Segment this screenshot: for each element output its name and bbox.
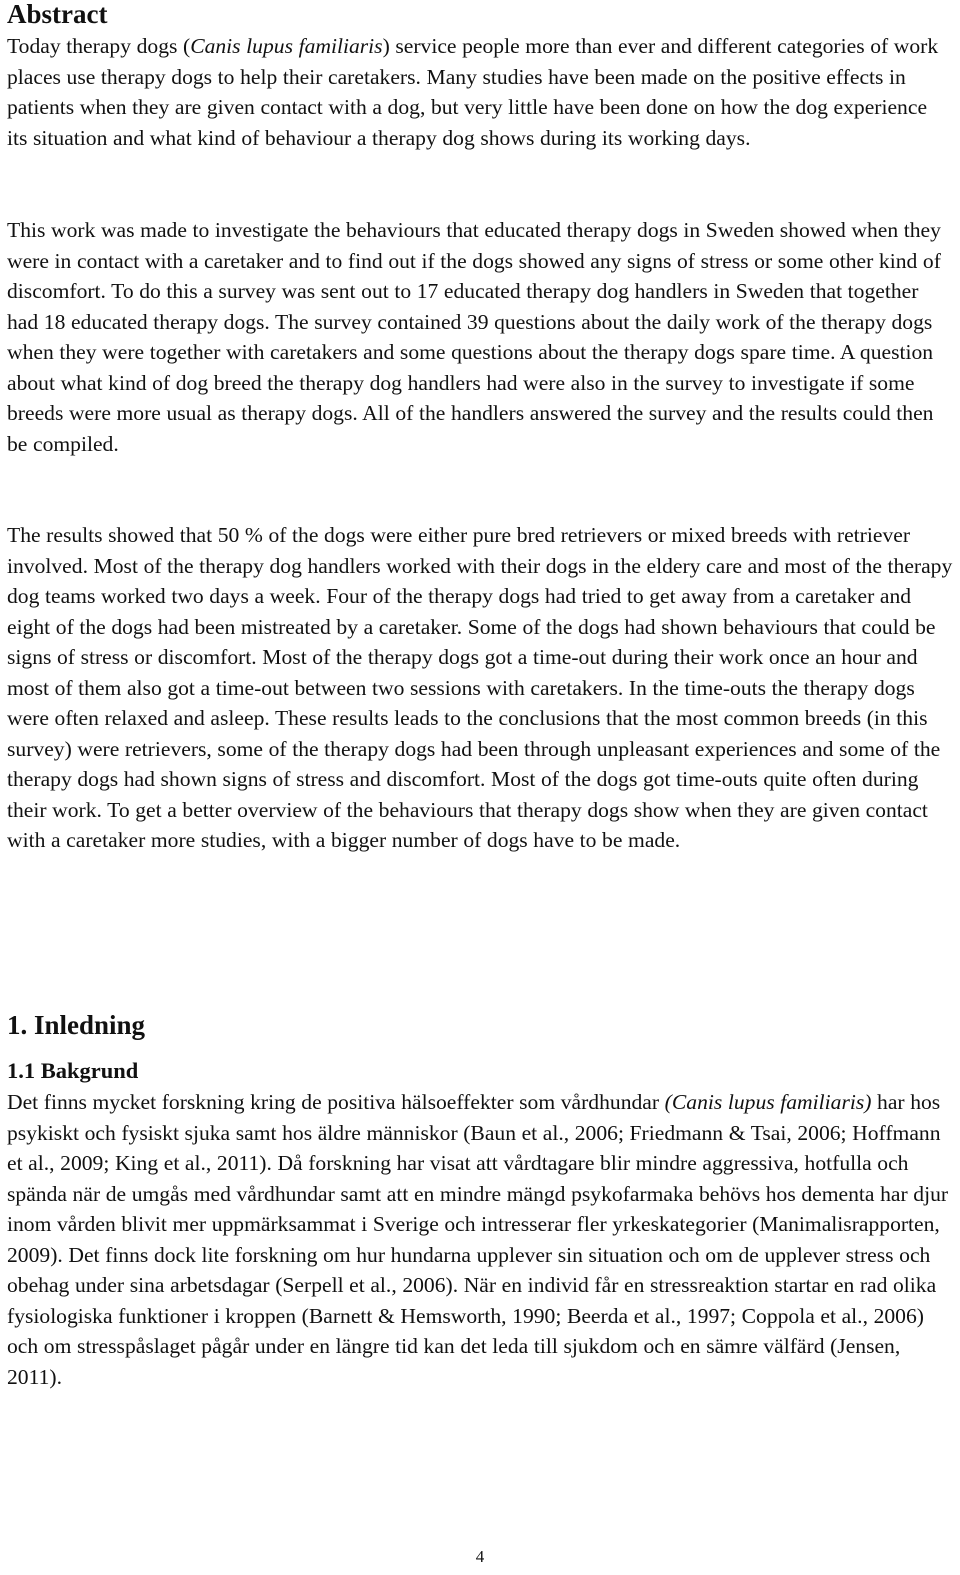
abstract-heading: Abstract [7, 0, 108, 29]
section-heading-inledning: 1. Inledning [7, 1010, 146, 1040]
species-name: Canis lupus familiaris [190, 34, 383, 58]
abstract-p1-text-after: ) service people more than ever and different categories of work places use therapy dogs to help their caretakers. Many studies have been made on the positive effects in patients when they are given contact with a dog, but very little have been done on how the dog experience its situation and what kind of behaviour a therapy dog shows during its working days. [7, 34, 939, 150]
bakgrund-text-before: Det finns mycket forskning kring de positiva hälsoeffekter som vårdhundar [7, 1090, 665, 1114]
abstract-paragraph-3: The results showed that 50 % of the dogs were either pure bred retrievers or mixed breeds with retriever involved. Most of the therapy dog handlers worked with their dogs in the eldery care and most of the therapy dog teams worked two days a week. Four of the therapy dogs had tried to get away from a caretaker and eight of the dogs had been mistreated by a caretaker. Some of the dogs had shown behaviours that could be signs of stress or discomfort. Most of the therapy dogs got a time-out during their work once an hour and most of them also got a time-out between two sessions with caretakers. In the time-outs the therapy dogs were often relaxed and asleep. These results leads to the conclusions that the most common breeds (in this survey) were retrievers, some of the therapy dogs had been through unpleasant experiences and some of the therapy dogs had shown signs of stress and discomfort. Most of the dogs got time-outs quite often during their work. To get a better overview of the behaviours that therapy dogs show when they are given contact with a caretaker more studies, with a bigger number of dogs have to be made. [7, 523, 953, 852]
species-name-swedish: (Canis lupus familiaris) [664, 1090, 872, 1114]
abstract-paragraph-1 [7, 31, 953, 153]
subsection-heading-bakgrund: 1.1 Bakgrund [7, 1058, 139, 1083]
bakgrund-paragraph [7, 1087, 953, 1392]
bakgrund-text-after: har hos psykiskt och fysiskt sjuka samt hos äldre människor (Baun et al., 2006; Friedmann & Tsai, 2006; Hoffmann et al., 2009; King et al., 2011). Då forskning har visat att vårdtagare blir mindre aggressiva, hotfulla och spända när de umgås med vårdhundar samt att en mindre mängd psykofarmaka behövs hos dementa har djur inom vården blivit mer uppmärksammat i Sverige och intresserar fler yrkeskategorier (Manimalisrapporten, 2009). Det finns dock lite forskning om hur hundarna upplever sin situation och om de upplever stress och obehag under sina arbetsdagar (Serpell et al., 2006). När en individ får en stressreaktion startar en rad olika fysiologiska funktioner i kroppen (Barnett & Hemsworth, 1990; Beerda et al., 1997; Coppola et al., 2006) och om stresspåslaget pågår under en längre tid kan det leda till sjukdom och en sämre välfärd (Jensen, 2011). [7, 1090, 949, 1389]
abstract-p1-text-before: Today therapy dogs ( [7, 34, 191, 58]
abstract-paragraph-2: This work was made to investigate the behaviours that educated therapy dogs in Sweden showed when they were in contact with a caretaker and to find out if the dogs showed any signs of stress or some other kind of discomfort. To do this a survey was sent out to 17 educated therapy dog handlers in Sweden that together had 18 educated therapy dogs. The survey contained 39 questions about the daily work of the therapy dogs when they were together with caretakers and some questions about the therapy dogs spare time. A question about what kind of dog breed the therapy dog handlers had were also in the survey to investigate if some breeds were more usual as therapy dogs. All of the handlers answered the survey and the results could then be compiled. [7, 218, 941, 456]
page-number: 4 [475, 1547, 485, 1566]
